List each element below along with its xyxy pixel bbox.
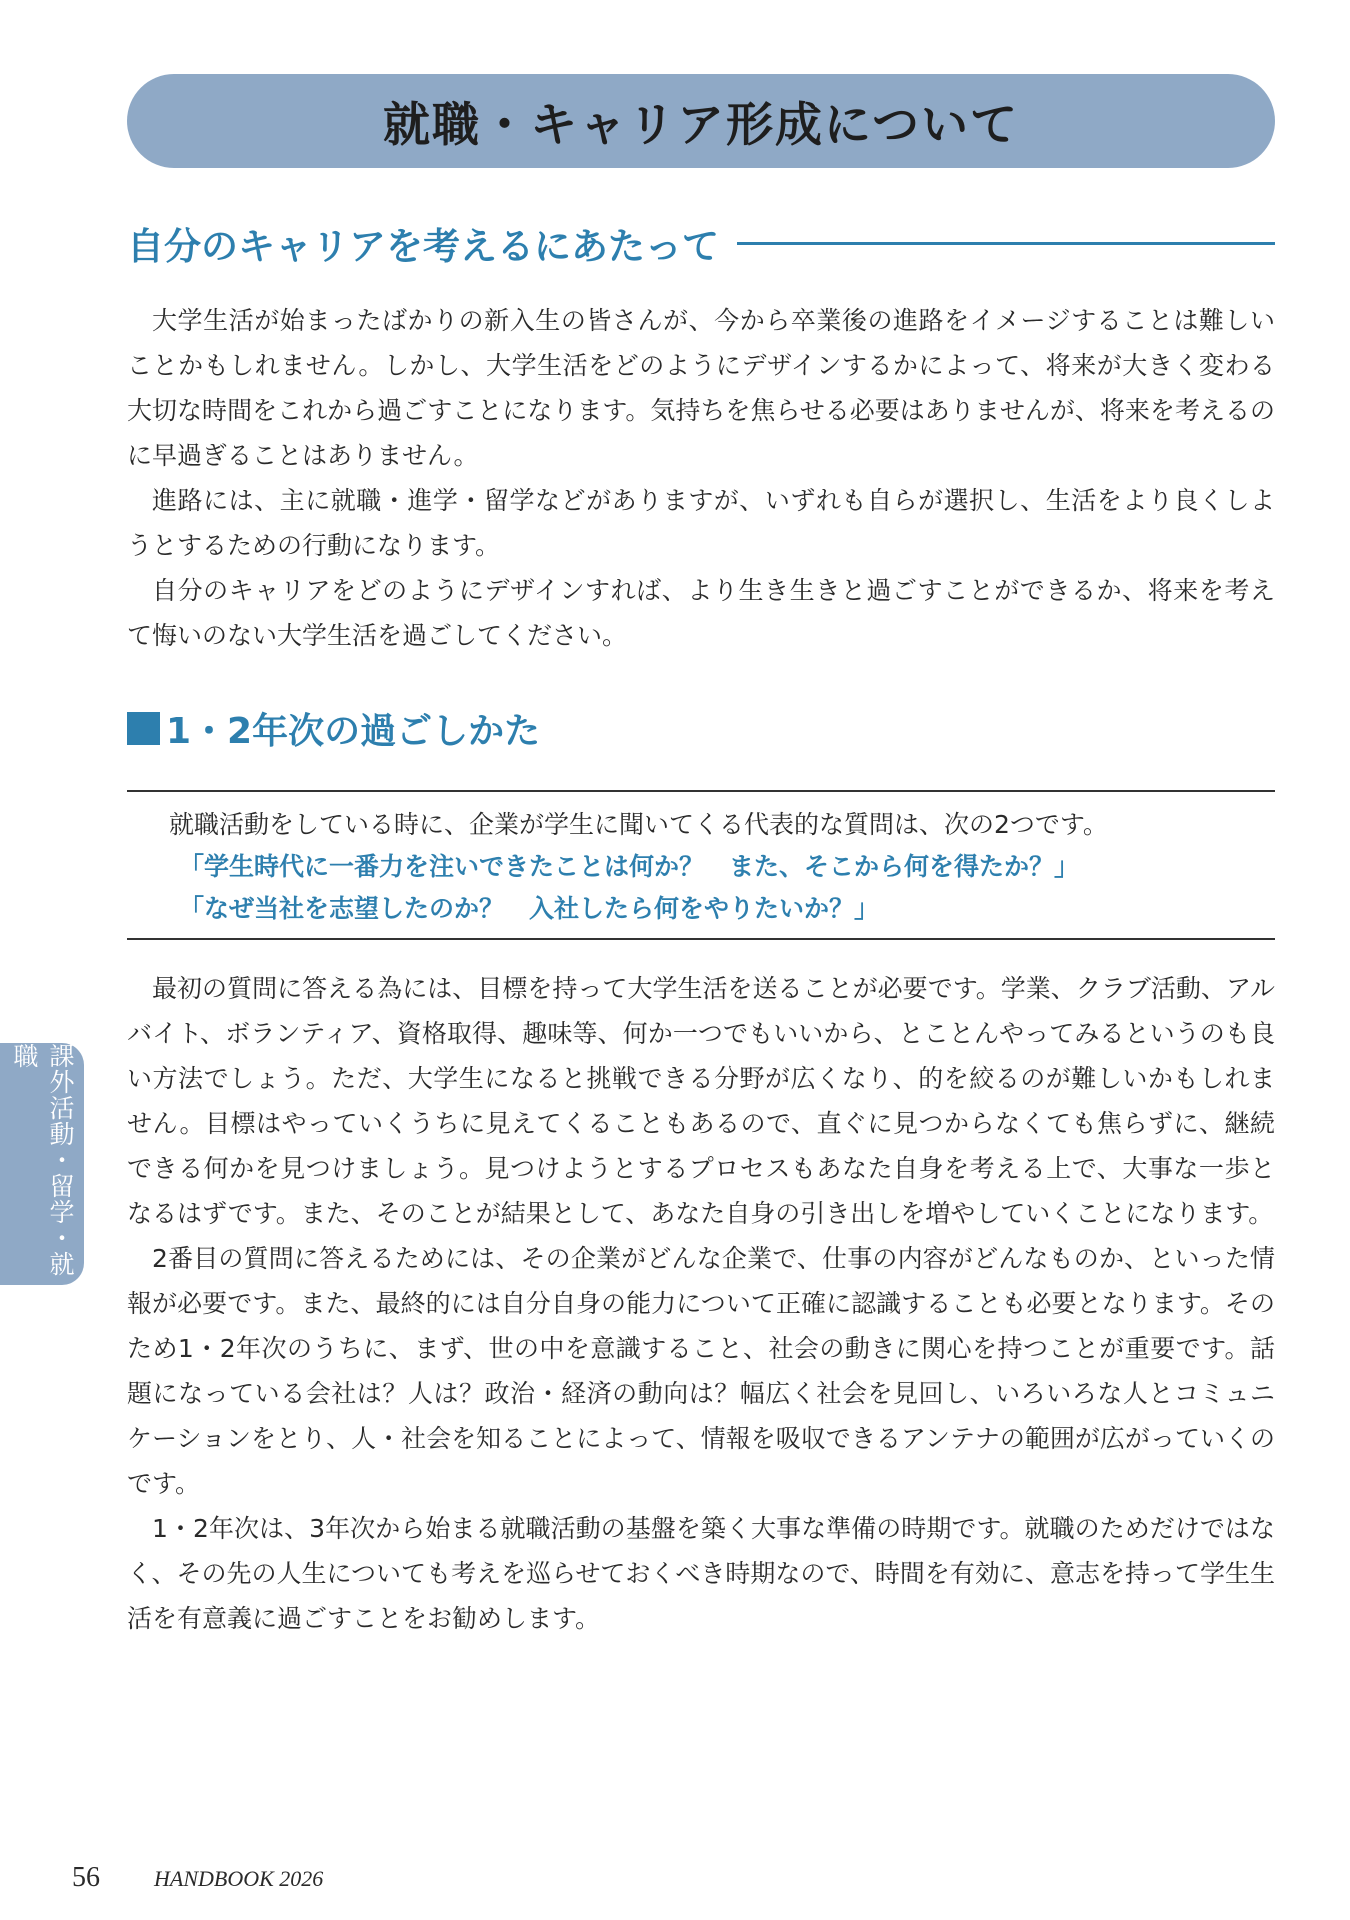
question-two: 「なぜ当社を志望したのか？ 入社したら何をやりたいか？」	[179, 894, 880, 923]
main-text	[127, 966, 1275, 1641]
intro-paragraph: 大学生活が始まったばかりの新入生の皆さんが、今から卒業後の進路をイメージすることは難しいことかもしれません。しかし、大学生活をどのようにデザインするかによって、将来が大きく変わる大切な時間をこれから過ごすことになります。気持ちを焦らせる必要はありませんが、将来を考えるのに早過ぎることはありません。	[127, 306, 1275, 470]
side-tab-label: 課外活動・留学・就職	[10, 1043, 75, 1277]
section-heading-text: 自分のキャリアを考えるにあたって	[127, 225, 719, 268]
intro-paragraph: 進路には、主に就職・進学・留学などがありますが、いずれも自らが選択し、生活をより良くしようとするための行動になります。	[127, 486, 1275, 560]
question-box	[127, 790, 1275, 940]
sub-heading	[127, 703, 540, 753]
main-paragraph: 最初の質問に答える為には、目標を持って大学生活を送ることが必要です。学業、クラブ活動、アルバイト、ボランティア、資格取得、趣味等、何か一つでもいいから、とことんやってみるというのも良い方法でしょう。ただ、大学生になると挑戦できる分野が広くなり、的を絞るのが難しいかもしれません。目標はやっていくうちに見えてくることもあるので、直ぐに見つからなくても焦らずに、継続できる何かを見つけましょう。見つけようとするプロセスもあなた自身を考える上で、大事な一歩となるはずです。また、そのことが結果として、あなた自身の引き出しを増やしていくことになります。	[127, 974, 1275, 1228]
title-banner	[127, 74, 1275, 168]
section-heading	[127, 218, 1275, 268]
intro-text	[127, 298, 1275, 658]
intro-paragraph: 自分のキャリアをどのようにデザインすれば、より生き生きと過ごすことができるか、将来を考えて悔いのない大学生活を過ごしてください。	[127, 576, 1275, 650]
section-heading-rule	[737, 242, 1275, 245]
page-number: 56	[72, 1862, 100, 1893]
square-bullet-icon	[127, 712, 160, 745]
question-lead: 就職活動をしている時に、企業が学生に聞いてくる代表的な質問は、次の2つです。	[169, 810, 1108, 839]
side-tab	[0, 1043, 84, 1285]
sub-heading-text: 1・2年次の過ごしかた	[166, 710, 541, 752]
publication-name: HANDBOOK 2026	[154, 1866, 324, 1891]
page-footer	[72, 1862, 323, 1894]
main-paragraph: 1・2年次は、3年次から始まる就職活動の基盤を築く大事な準備の時期です。就職のためだけではなく、その先の人生についても考えを巡らせておくべき時期なので、時間を有効に、意志を持って学生生活を有意義に過ごすことをお勧めします。	[127, 1514, 1275, 1633]
main-paragraph: 2番目の質問に答えるためには、その企業がどんな企業で、仕事の内容がどんなものか、といった情報が必要です。また、最終的には自分自身の能力について正確に認識することも必要となります。そのため1・2年次のうちに、まず、世の中を意識すること、社会の動きに関心を持つことが重要です。話題になっている会社は？人は？政治・経済の動向は？幅広く社会を見回し、いろいろな人とコミュニケーションをとり、人・社会を知ることによって、情報を吸収できるアンテナの範囲が広がっていくのです。	[127, 1244, 1275, 1498]
page-title: 就職・キャリア形成について	[382, 97, 1020, 153]
question-one: 「学生時代に一番力を注いできたことは何か？ また、そこから何を得たか？」	[179, 852, 1080, 881]
